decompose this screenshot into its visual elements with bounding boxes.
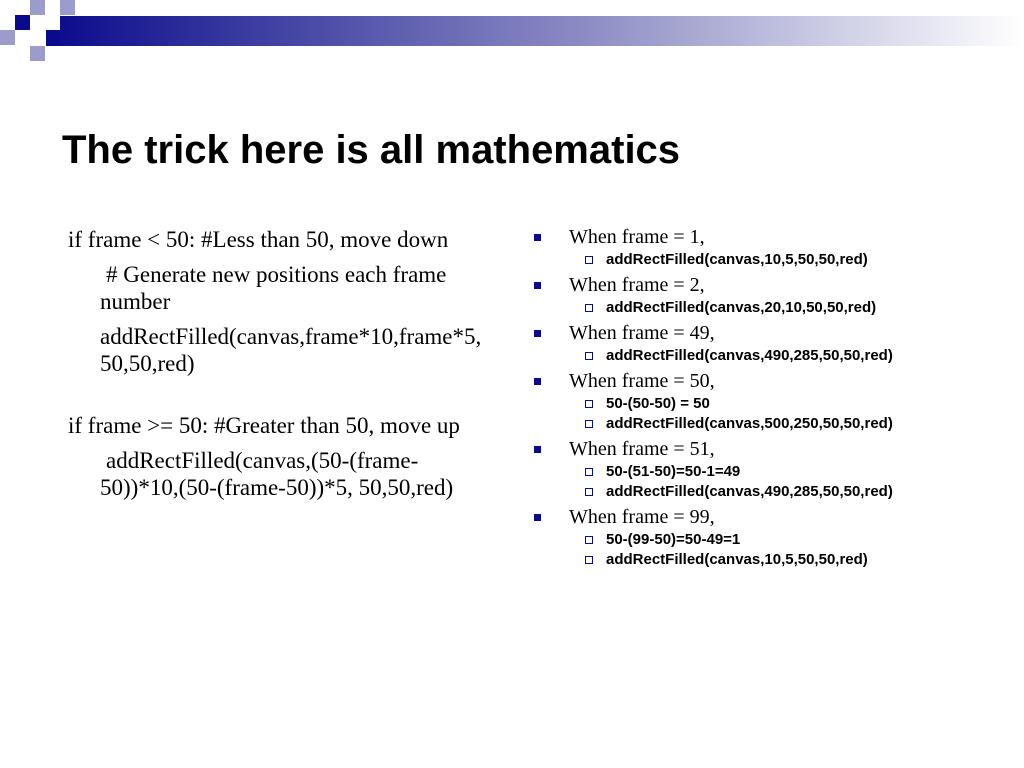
decor-square [30,30,45,45]
hollow-square-bullet-icon [585,556,593,564]
frame-item [532,506,972,568]
square-bullet-icon [534,234,541,241]
left-subitem: # Generate new positions each frame number [100,262,447,314]
frame-item-label: When frame = 1, [569,226,705,248]
frame-item-label: When frame = 50, [569,370,715,392]
hollow-square-bullet-icon [585,488,593,496]
frame-item [532,274,972,316]
square-bullet-icon [534,282,541,289]
square-bullet-icon [534,514,541,521]
slide-title: The trick here is all mathematics [62,128,681,172]
decor-square [15,45,30,60]
hollow-square-bullet-icon [585,468,593,476]
frame-subitem-text: addRectFilled(canvas,10,5,50,50,red) [606,251,868,268]
frame-item-label: When frame = 2, [569,274,705,296]
decor-square [46,32,60,46]
frame-item-label: When frame = 49, [569,322,715,344]
frame-item [532,226,972,268]
frame-subitem [532,395,969,412]
header-decoration [0,0,1024,70]
hollow-square-bullet-icon [585,256,593,264]
left-column [68,226,492,509]
frame-item [532,370,972,432]
hollow-square-bullet-icon [585,420,593,428]
left-subitem: addRectFilled(canvas,(50-(frame-50))*10,(50-(frame-50))*5, 50,50,red) [100,448,454,500]
frame-item [532,438,972,500]
header-gradient-band [46,16,1024,46]
hollow-square-bullet-icon [585,400,593,408]
right-column [532,226,972,568]
hollow-square-bullet-icon [585,304,593,312]
left-item: if frame < 50: #Less than 50, move down [68,227,449,252]
frame-subitem-text: addRectFilled(canvas,490,285,50,50,red) [606,483,893,500]
frame-subitem [532,551,969,568]
frame-subitem [532,299,969,316]
decor-square [15,15,30,30]
frame-item-label: When frame = 51, [569,438,715,460]
decor-square [0,30,15,45]
square-bullet-icon [534,378,541,385]
frame-subitem [532,347,969,364]
frame-item [532,322,972,364]
frame-subitem-text: addRectFilled(canvas,500,250,50,50,red) [606,415,893,432]
left-subitem: addRectFilled(canvas,frame*10,frame*5, 50,50,red) [100,324,482,376]
frame-subitem-text: addRectFilled(canvas,490,285,50,50,red) [606,347,893,364]
frame-list [532,226,972,568]
frame-subitem [532,483,969,500]
frame-item-label: When frame = 99, [569,506,715,528]
decor-square [45,15,60,30]
frame-subitem [532,415,969,432]
decor-square [60,0,75,15]
hollow-square-bullet-icon [585,352,593,360]
decor-square [30,0,45,15]
decor-square [0,0,15,15]
frame-subitem [532,531,969,548]
square-bullet-icon [534,446,541,453]
frame-subitem-text: 50-(99-50)=50-49=1 [606,531,741,548]
square-bullet-icon [534,330,541,337]
left-item: if frame >= 50: #Greater than 50, move up [68,413,460,438]
frame-subitem [532,251,969,268]
frame-subitem-text: 50-(50-50) = 50 [606,395,710,412]
frame-subitem-text: 50-(51-50)=50-1=49 [606,463,741,480]
frame-subitem-text: addRectFilled(canvas,20,10,50,50,red) [606,299,877,316]
decor-square [30,46,45,61]
hollow-square-bullet-icon [585,536,593,544]
frame-subitem-text: addRectFilled(canvas,10,5,50,50,red) [606,551,868,568]
frame-subitem [532,463,969,480]
